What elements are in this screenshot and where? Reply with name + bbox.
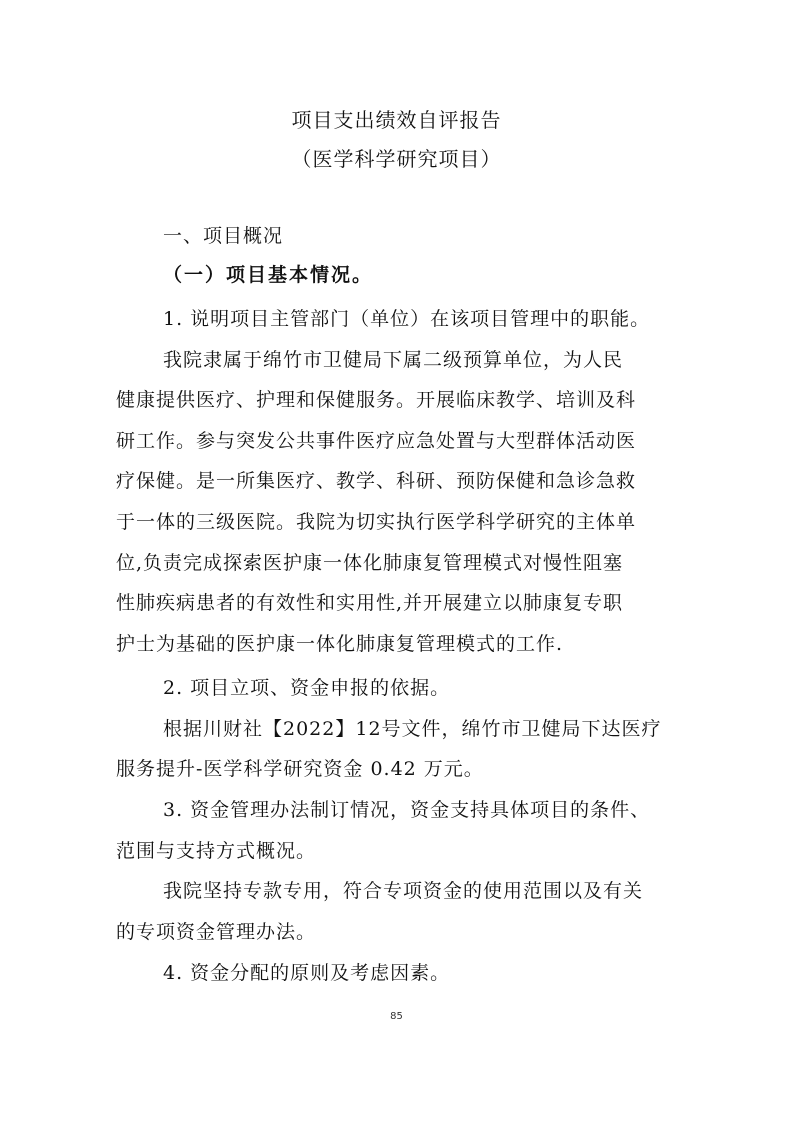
- body-line: 健康提供医疗、护理和保健服务。开展临床教学、培训及科: [116, 389, 637, 411]
- body-line: 3. 资金管理办法制订情况，资金支持具体项目的条件、: [163, 799, 651, 821]
- body-line: 4. 资金分配的原则及考虑因素。: [163, 962, 451, 984]
- body-line: 根据川财社【2022】12号文件，绵竹市卫健局下达医疗: [163, 718, 662, 740]
- report-title: 项目支出绩效自评报告: [291, 108, 502, 132]
- body-line: 1. 说明项目主管部门（单位）在该项目管理中的职能。: [163, 308, 651, 330]
- body-line: 位,负责完成探索医护康一体化肺康复管理模式对慢性阻塞: [116, 552, 624, 574]
- body-line: 性肺疾病患者的有效性和实用性,并开展建立以肺康复专职: [116, 592, 624, 614]
- body-line: 研工作。参与突发公共事件医疗应急处置与大型群体活动医: [116, 430, 637, 452]
- body-line: 2. 项目立项、资金申报的依据。: [163, 677, 451, 699]
- body-line: 范围与支持方式概况。: [116, 840, 317, 862]
- section-heading: 一、项目概况: [163, 225, 284, 247]
- page-number: 85: [390, 1011, 403, 1022]
- body-line: 护士为基础的医护康一体化肺康复管理模式的工作.: [116, 633, 564, 655]
- subsection-heading: （一）项目基本情况。: [163, 264, 374, 286]
- body-line: 于一体的三级医院。我院为切实执行医学科学研究的主体单: [116, 511, 637, 533]
- report-subtitle: （医学科学研究项目）: [291, 147, 502, 171]
- body-line: 服务提升-医学科学研究资金 0.42 万元。: [116, 758, 484, 780]
- body-line: 的专项资金管理办法。: [116, 921, 317, 943]
- body-line: 我院坚持专款专用，符合专项资金的使用范围以及有关: [163, 880, 644, 902]
- body-line: 疗保健。是一所集医疗、教学、科研、预防保健和急诊急救: [116, 470, 637, 492]
- body-line: 我院隶属于绵竹市卫健局下属二级预算单位，为人民: [163, 349, 624, 371]
